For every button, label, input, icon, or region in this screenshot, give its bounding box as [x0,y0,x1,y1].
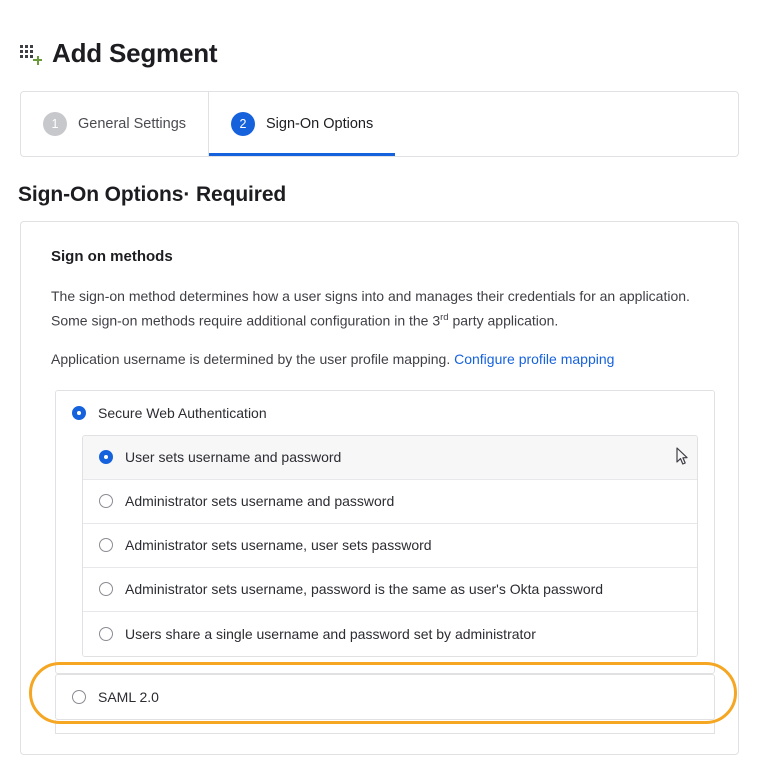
panel-title: Sign on methods [51,248,173,265]
page-title: Add Segment [52,38,218,68]
mouse-cursor-icon [673,446,691,468]
radio-admin-username-user-password[interactable] [99,538,113,552]
option-saml-2-0-label: SAML 2.0 [98,688,159,705]
section-heading-required: · Required [183,183,287,206]
radio-saml-2-0[interactable] [72,690,86,704]
sub-option-user-sets-credentials-label: User sets username and password [125,449,342,466]
sub-option-admin-username-user-password[interactable] [83,524,697,568]
section-heading-text: Sign-On Options [18,183,184,206]
page-header [0,0,759,69]
panel-description-ordinal: rd [440,312,449,323]
panel-username-note [51,348,708,370]
option-saml-2-0[interactable] [55,674,715,720]
sub-option-user-sets-credentials[interactable] [83,436,697,480]
tab-general-settings-badge: 1 [43,112,67,136]
radio-user-sets-credentials[interactable] [99,450,113,464]
radio-shared-credentials[interactable] [99,627,113,641]
options-continuation-strip [55,720,715,734]
tab-general-settings[interactable] [21,92,208,156]
swa-option-group [55,390,715,674]
panel-username-note-text: Application username is determined by the user profile mapping. [51,350,451,367]
sub-option-shared-credentials-label: Users share a single username and password set by administrator [125,625,536,642]
sub-option-shared-credentials[interactable] [83,612,697,656]
sub-option-admin-username-user-password-label: Administrator sets username, user sets password [125,537,432,554]
panel-description-part1: The sign-on method determines how a user signs into and manages their credentials for an application. Some sign-on methods require additional configuration in the 3 [51,288,690,329]
radio-admin-username-okta-password[interactable] [99,582,113,596]
sub-option-admin-sets-credentials[interactable] [83,480,697,524]
plus-icon [33,56,42,65]
tab-sign-on-options[interactable] [208,92,395,156]
panel-description-part2: party application. [448,312,559,329]
saml-option-wrapper [55,674,715,720]
sub-option-admin-username-okta-password-label: Administrator sets username, password is the same as user's Okta password [125,581,604,598]
wizard-tabs [20,91,739,157]
option-secure-web-authentication[interactable] [56,391,714,435]
add-segment-icon [20,43,42,65]
tab-sign-on-options-badge: 2 [231,112,255,136]
swa-sub-options [82,435,698,657]
panel-description [51,285,708,332]
configure-profile-mapping-link[interactable]: Configure profile mapping [454,350,615,367]
tab-general-settings-label: General Settings [78,116,187,132]
sub-option-admin-sets-credentials-label: Administrator sets username and password [125,493,395,510]
sign-on-methods-panel [20,221,739,755]
option-secure-web-authentication-label: Secure Web Authentication [98,404,267,421]
radio-admin-sets-credentials[interactable] [99,494,113,508]
radio-secure-web-authentication[interactable] [72,406,86,420]
section-heading [18,183,759,207]
tab-sign-on-options-label: Sign-On Options [266,116,374,132]
sub-option-admin-username-okta-password[interactable] [83,568,697,612]
